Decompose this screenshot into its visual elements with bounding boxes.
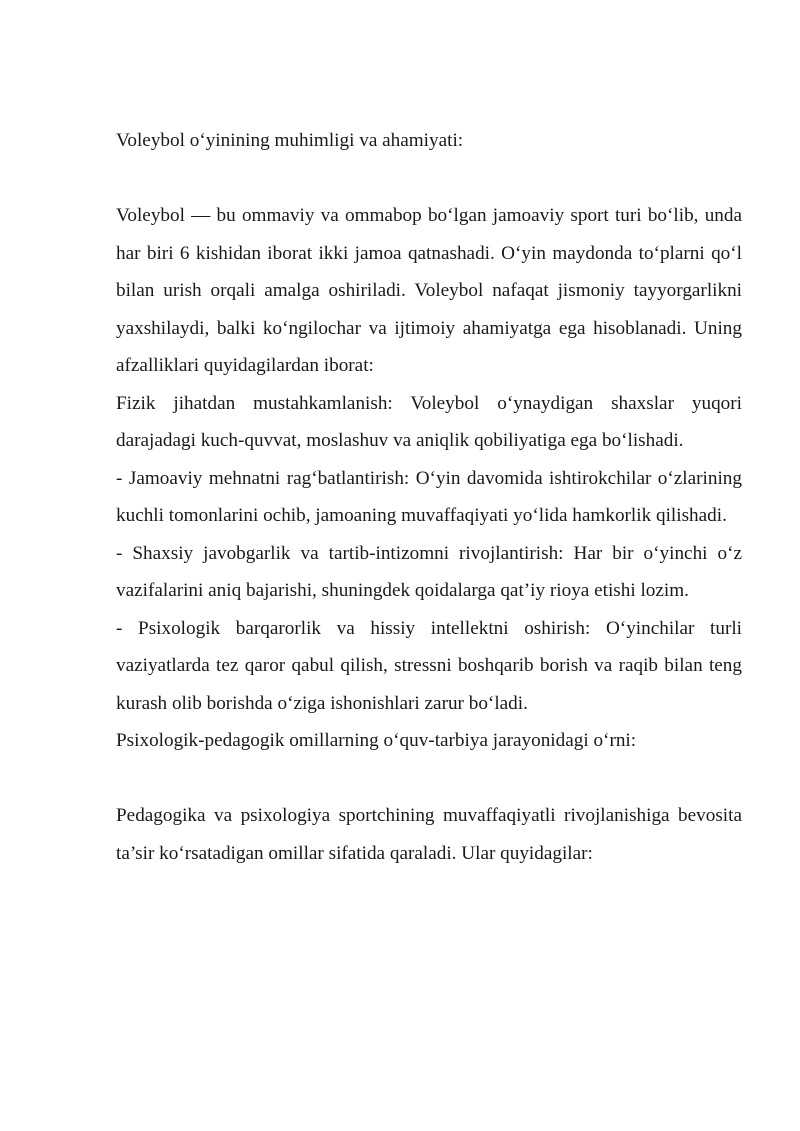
section-heading-psycho-pedagogical-factors: Psixologik-pedagogik omillarning o‘quv-tarbiya jarayonidagi o‘rni:: [116, 730, 637, 751]
list-item-psychological-stability: - Psixologik barqarorlik va hissiy intellektni oshirish: O‘yinchilar turli vaziyatlarda tez qaror qabul qilish, stressni boshqarib borish va raqib bilan teng kurash olib borishda o‘ziga ishonishlari zarur bo‘ladi.: [116, 617, 742, 714]
section-heading-volleyball-importance: Voleybol o‘yinining muhimligi va ahamiyati:: [116, 130, 464, 151]
list-item-physical-strengthening: Fizik jihatdan mustahkamlanish: Voleybol o‘ynaydigan shaxslar yuqori darajadagi kuch-quvvat, moslashuv va aniqlik qobiliyatiga ega bo‘lishadi.: [116, 392, 742, 451]
paragraph-pedagogy-psychology: Pedagogika va psixologiya sportchining muvaffaqiyatli rivojlanishiga bevosita ta’sir ko‘rsatadigan omillar sifatida qaraladi. Ular quyidagilar:: [116, 805, 742, 864]
blank-line: [116, 160, 742, 198]
document-page: [116, 122, 742, 872]
blank-line: [116, 760, 742, 798]
paragraph-volleyball-intro: Voleybol — bu ommaviy va ommabop bo‘lgan jamoaviy sport turi bo‘lib, unda har biri 6 kishidan iborat ikki jamoa qatnashadi. O‘yin maydonda to‘plarni qo‘l bilan urish orqali amalga oshiriladi. Voleybol nafaqat jismoniy tayyorgarlikni yaxshilaydi, balki ko‘ngilochar va ijtimoiy ahamiyatga ega hisoblanadi. Uning afzalliklari quyidagilardan iborat:: [116, 205, 742, 376]
list-item-teamwork: - Jamoaviy mehnatni rag‘batlantirish: O‘yin davomida ishtirokchilar o‘zlarining kuchli tomonlarini ochib, jamoaning muvaffaqiyati yo‘lida hamkorlik qilishadi.: [116, 467, 742, 526]
list-item-responsibility-discipline: - Shaxsiy javobgarlik va tartib-intizomni rivojlantirish: Har bir o‘yinchi o‘z vazifalarini aniq bajarishi, shuningdek qoidalarga qat’iy rioya etishi lozim.: [116, 542, 742, 601]
